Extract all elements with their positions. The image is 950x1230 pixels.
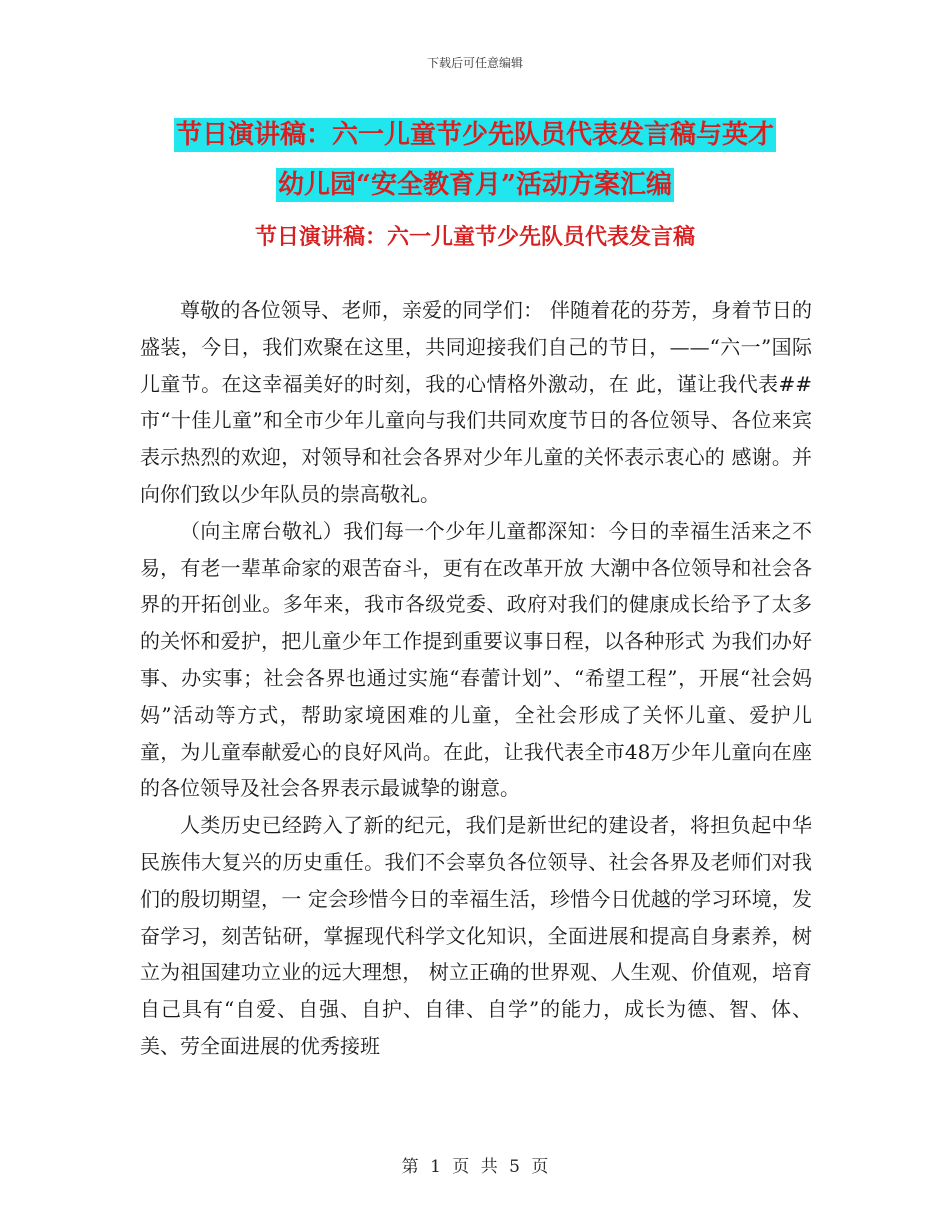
paragraph: （向主席台敬礼）我们每一个少年儿童都深知：今日的幸福生活来之不易，有老一辈革命家的艰苦奋斗，更有在改革开放 大潮中各位领导和社会各界的开拓创业。多年来，我市各级党委、政府对我们的健康成长给予了太多的关怀和爱护，把儿童少年工作提到重要议事日程，以各种形式 为我们办好事、办实事；社会各界也通过实施“春蕾计划”、“希望工程”，开展“社会妈妈”活动等方式，帮助家境困难的儿童，全社会形成了关怀儿童、爱护儿 童，为儿童奉献爱心的良好风尚。在此，让我代表全市48万少年儿童向在座的各位领导及社会各界表示最诚挚的谢意。 [140,518,812,801]
title-line-1: 节日演讲稿：六一儿童节少先队员代表发言稿与英才 [175,120,774,150]
document-title [60,110,890,210]
body-text [140,292,812,1065]
section-heading: 节日演讲稿：六一儿童节少先队员代表发言稿 [254,224,695,250]
page-number: 第 1 页 共 5 页 [401,1157,549,1177]
paragraph: 尊敬的各位领导、老师，亲爱的同学们： 伴随着花的芬芳，身着节日的盛装，今日，我们欢聚在这里，共同迎接我们自己的节日，——“六一”国际儿童节。在这幸福美好的时刻，我的心情格外激动，在 此，谨让我代表##市“十佳儿童”和全市少年儿童向与我们共同欢度节日的各位领导、各位来宾表示热烈的欢迎，对领导和社会各界对少年儿童的关怀表示衷心的 感谢。并向你们致以少年队员的崇高敬礼。 [140,298,812,506]
paragraph: 人类历史已经跨入了新的纪元，我们是新世纪的建设者，将担负起中华民族伟大复兴的历史重任。我们不会辜负各位领导、社会各界及老师们对我们的殷切期望，一 定会珍惜今日的幸福生活，珍惜今日优越的学习环境，发奋学习，刻苦钻研，掌握现代科学文化知识，全面进展和提高自身素养，树立为祖国建功立业的远大理想， 树立正确的世界观、人生观、价值观，培育自己具有“自爱、自强、自护、自律、自学”的能力，成长为德、智、体、美、劳全面进展的优秀接班 [140,813,812,1058]
title-line-2: 幼儿园“安全教育月”活动方案汇编 [278,170,672,200]
header-note: 下载后可任意编辑 [426,56,523,70]
